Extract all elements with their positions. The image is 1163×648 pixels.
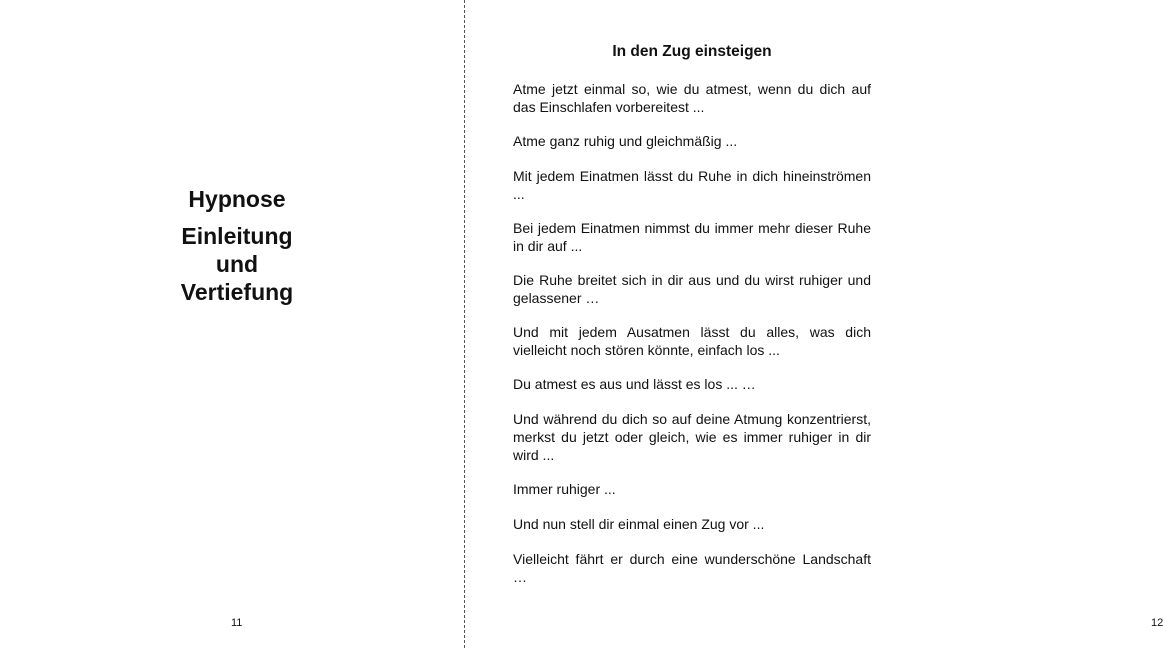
- paragraph: Und nun stell dir einmal einen Zug vor ...: [513, 516, 765, 532]
- paragraph: Und mit jedem Ausatmen lässt du alles, was dich vielleicht noch stören könnte, einfach los ...: [513, 324, 871, 358]
- title-line-und: und: [215, 251, 259, 277]
- chapter-heading: In den Zug einsteigen: [612, 43, 772, 60]
- title-line-hypnose: Hypnose: [188, 186, 286, 212]
- paragraph: Bei jedem Einatmen nimmst du immer mehr dieser Ruhe in dir auf ...: [513, 220, 871, 254]
- paragraph: Atme ganz ruhig und gleichmäßig ...: [513, 133, 738, 149]
- paragraph: Atme jetzt einmal so, wie du atmest, wenn du dich auf das Einschlafen vorbereitest ...: [513, 81, 871, 115]
- paragraph: Du atmest es aus und lässt es los ... …: [513, 376, 756, 392]
- page-number-left: 11: [231, 617, 243, 629]
- title-line-einleitung: Einleitung: [181, 223, 293, 249]
- paragraph: Die Ruhe breitet sich in dir aus und du wirst ruhiger und gelassener …: [513, 272, 871, 306]
- page-number-right: 12: [1151, 617, 1163, 629]
- paragraph: Immer ruhiger ...: [513, 481, 616, 497]
- right-page: [465, 0, 1163, 648]
- paragraph: Vielleicht fährt er durch eine wunderschöne Landschaft …: [513, 551, 871, 585]
- paragraph: Mit jedem Einatmen lässt du Ruhe in dich hineinströmen ...: [513, 168, 871, 202]
- left-page: [0, 0, 464, 648]
- title-line-vertiefung: Vertiefung: [180, 279, 294, 305]
- chapter-body: [513, 80, 871, 602]
- paragraph: Und während du dich so auf deine Atmung konzentrierst, merkst du jetzt oder gleich, wie es immer ruhiger in dir wird ...: [513, 411, 871, 463]
- book-title: [0, 184, 474, 306]
